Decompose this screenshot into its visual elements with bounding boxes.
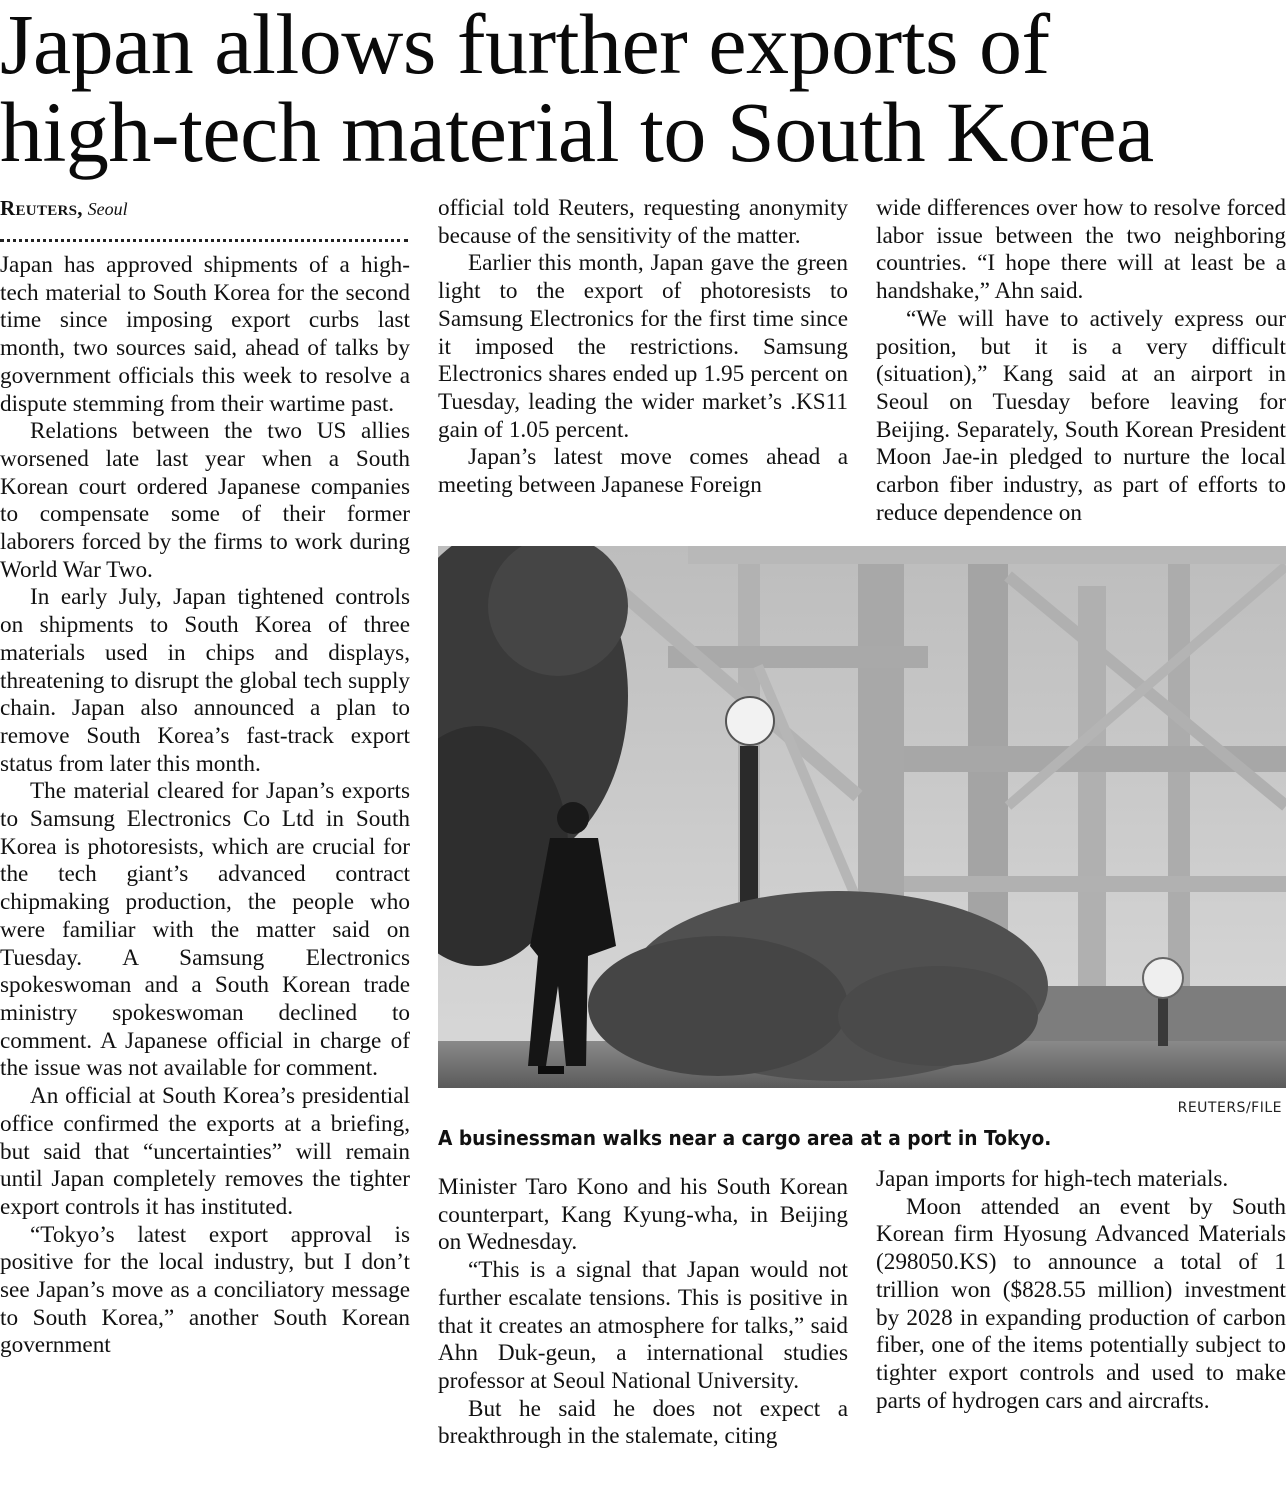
article-column-3-top (876, 195, 1286, 527)
paragraph: Minister Taro Kono and his South Korean counterpart, Kang Kyung-wha, in Beijing on Wednesday. (438, 1174, 848, 1256)
paragraph: “Tokyo’s latest export approval is positive for the local industry, but I don’t see Japan’s move as a conciliatory message to South Korea,” another South Korean government (0, 1221, 410, 1359)
headline-line-1: Japan allows further exports of (0, 0, 1050, 92)
paragraph: “This is a signal that Japan would not further escalate tensions. This is positive in that it creates an atmosphere for talks,” said Ahn Duk-geun, a international studies professor at Seoul National University. (438, 1257, 848, 1394)
paragraph: The material cleared for Japan’s exports to Samsung Electronics Co Ltd in South Korea is photoresists, which are crucial for the tech giant’s advanced contract chipmaking production, the people who were familiar with the matter said on Tuesday. A Samsung Electronics spokeswoman and a South Korean trade ministry spokeswoman declined to comment. A Japanese official in charge of the issue was not available for comment. (0, 778, 410, 1082)
paragraph: Japan has approved shipments of a high-tech material to South Korea for the second time since imposing export curbs last month, two sources said, ahead of talks by government officials this week to resolve a dispute stemming from their wartime past. (0, 252, 410, 417)
byline-city: Seoul (87, 199, 128, 219)
paragraph: But he said he does not expect a breakthrough in the stalemate, citing (438, 1395, 848, 1450)
paragraph: Moon attended an event by South Korean firm Hyosung Advanced Materials (298050.KS) to announce a total of 1 trillion won ($828.55 million) investment by 2028 in expanding production of carbon fiber, one of the items potentially subject to tighter export controls and used to make parts of hydrogen cars and aircrafts. (876, 1193, 1286, 1414)
paragraph: Japan imports for high-tech materials. (876, 1166, 1229, 1192)
paragraph: In early July, Japan tightened controls on shipments to South Korea of three materials used in chips and displays, threatening to disrupt the global tech supply chain. Japan also announced a plan to remove South Korea’s fast-track export status from later this month. (0, 584, 410, 777)
news-photo (438, 546, 1286, 1088)
article-column-2-bottom (438, 1174, 848, 1451)
paragraph: Japan’s latest move comes ahead a meeting between Japanese Foreign (438, 444, 848, 499)
paragraph: wide differences over how to resolve forced labor issue between the two neighboring countries. “I hope there will at least be a handshake,” Ahn said. (876, 195, 1286, 305)
paragraph: An official at South Korea’s presidential office confirmed the exports at a briefing, but said that “uncertainties” will remain until Japan completely removes the tighter export controls it has instituted. (0, 1083, 410, 1220)
byline-divider (0, 227, 408, 242)
photo-caption: A businessman walks near a cargo area at a port in Tokyo. (438, 1126, 1052, 1150)
byline-agency: Reuters, (0, 196, 83, 220)
article-column-3-bottom (876, 1166, 1286, 1415)
paragraph: official told Reuters, requesting anonymity because of the sensitivity of the matter. (438, 195, 848, 249)
byline (0, 195, 410, 223)
article-column-2-top (438, 195, 848, 500)
headline (0, 0, 1286, 180)
paragraph: Earlier this month, Japan gave the green light to the export of photoresists to Samsung Electronics for the first time since it imposed the restrictions. Samsung Electronics shares ended up 1.95 percent on Tuesday, leading the wider market’s .KS11 gain of 1.05 percent. (438, 250, 848, 443)
article-column-1 (0, 195, 410, 1360)
paragraph: Relations between the two US allies worsened late last year when a South Korean court ordered Japanese companies to compensate some of their former laborers forced by the firms to work during World War Two. (0, 418, 410, 583)
photo-credit: REUTERS/FILE (1177, 1100, 1282, 1116)
headline-line-2: high-tech material to South Korea (0, 84, 1154, 180)
paragraph: “We will have to actively express our position, but it is a very difficult (situation),” Kang said at an airport in Seoul on Tuesday before leaving for Beijing. Separately, South Korean President Moon Jae-in pledged to nurture the local carbon fiber industry, as part of efforts to reduce dependence on (876, 305, 1286, 526)
